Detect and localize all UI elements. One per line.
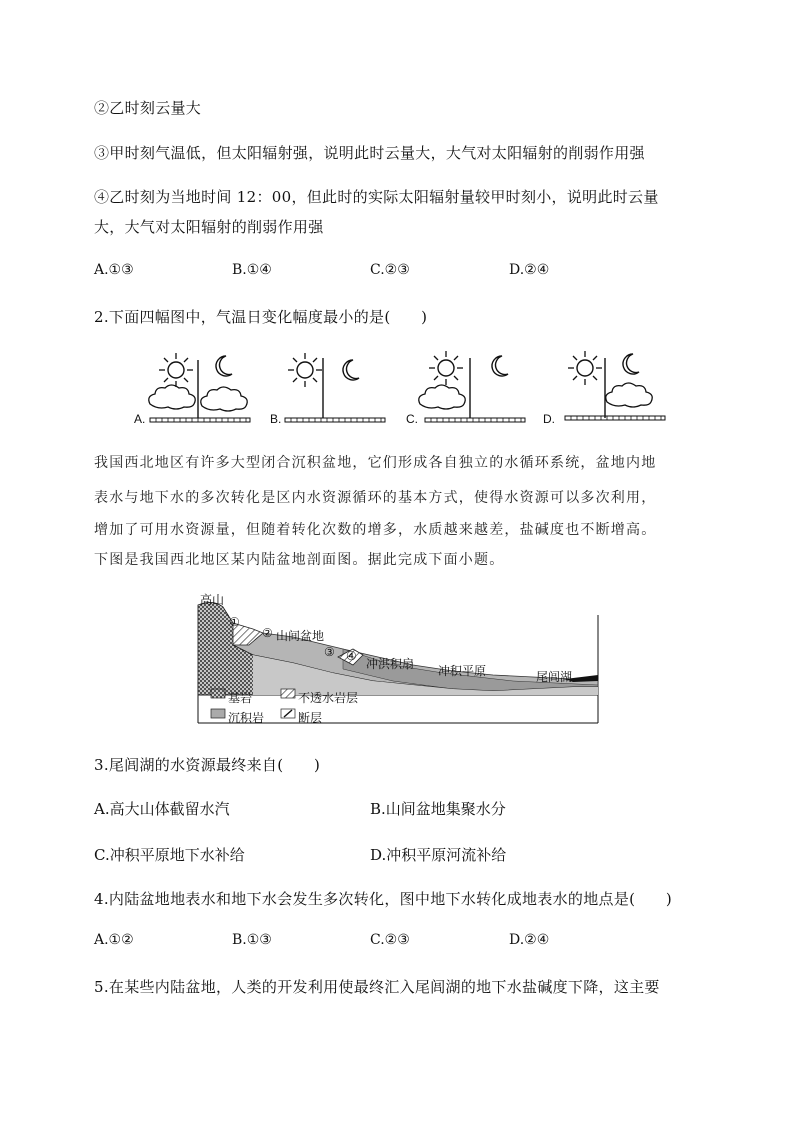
q2-stem: 2.下面四幅图中，气温日变化幅度最小的是( ) [94,308,428,326]
q4-option-d[interactable]: D.②④ [509,932,550,948]
q2-diagram [130,340,670,432]
legend-imperm-swatch [281,689,295,698]
q3-option-b[interactable]: B.山间盆地集聚水分 [370,800,506,818]
label-marker-2: ② [262,626,273,640]
sun-icon [288,353,322,387]
q1-statement-2: ②乙时刻云量大 [94,99,202,117]
q2-panel-d [565,351,665,420]
sun-icon [429,351,463,385]
q2-label-b: B. [270,412,282,426]
q4-stem: 4.内陆盆地地表水和地下水会发生多次转化，图中地下水转化成地表水的地点是( ) [94,890,673,908]
label-marker-1: ① [229,615,240,629]
q1-option-c[interactable]: C.②③ [370,262,410,278]
q1-statement-4-cont: 大，大气对太阳辐射的削弱作用强 [94,218,324,236]
q2-label-a: A. [134,412,146,426]
q4-option-b[interactable]: B.①③ [232,932,272,948]
q1-option-b[interactable]: B.①④ [232,262,272,278]
label-marker-4: ④ [346,649,357,663]
q4-option-a[interactable]: A.①② [94,932,134,948]
q2-panel-b [285,353,385,422]
moon-icon [623,354,639,374]
legend-bedrock-label: 基岩 [228,691,253,705]
label-fan: 冲洪积扇 [366,657,415,671]
label-plain: 冲积平原 [438,664,487,678]
passage-line-3: 增加了可用水资源量，但随着转化次数的增多，水质越来越差，盐碱度也不断增高。 [94,522,657,538]
passage-line-4: 下图是我国西北地区某内陆盆地剖面图。据此完成下面小题。 [94,552,505,568]
cloud-icon [606,383,652,407]
q3-option-c[interactable]: C.冲积平原地下水补给 [94,846,245,864]
label-lake: 尾闾湖 [536,670,573,684]
q1-statement-4: ④乙时刻为当地时间 12：00，但此时的实际太阳辐射量较甲时刻小，说明此时云量 [94,188,659,206]
cloud-icon [201,387,247,411]
cloud-icon [149,385,195,409]
cloud-icon [419,385,465,409]
q1-option-a[interactable]: A.①③ [94,262,134,278]
label-basin: 山间盆地 [276,629,325,643]
passage-line-1: 我国西北地区有许多大型闭合沉积盆地，它们形成各自独立的水循环系统，盆地内地 [94,455,657,471]
legend-sediment-swatch [211,709,225,718]
q3-option-d[interactable]: D.冲积平原河流补给 [370,846,507,864]
q2-panel-a [149,353,250,422]
q2-label-d: D. [543,412,555,426]
passage-line-2: 表水与地下水的多次转化是区内水资源循环的基本方式，使得水资源可以多次利用， [94,490,657,506]
legend-sediment-label: 沉积岩 [228,711,265,725]
q1-option-d[interactable]: D.②④ [509,262,550,278]
moon-icon [492,356,508,376]
sun-icon [568,351,602,385]
q5-stem: 5.在某些内陆盆地，人类的开发利用使最终汇入尾闾湖的地下水盐碱度下降，这主要 [94,978,660,996]
sun-icon [159,353,193,387]
moon-icon [343,360,359,380]
q2-panel-c [419,351,525,422]
legend-imperm-label: 不透水岩层 [298,691,359,705]
label-mountain: 高山 [200,593,225,607]
q4-option-c[interactable]: C.②③ [370,932,410,948]
q3-option-a[interactable]: A.高大山体截留水汽 [94,800,230,818]
label-marker-3: ③ [324,645,335,659]
q2-label-c: C. [406,412,418,426]
legend-bedrock-swatch [211,689,225,698]
legend-fault-label: 断层 [298,711,323,725]
q3-stem: 3.尾闾湖的水资源最终来自( ) [94,756,321,774]
moon-icon [216,356,232,376]
q1-statement-3: ③甲时刻气温低，但太阳辐射强，说明此时云量大，大气对太阳辐射的削弱作用强 [94,144,645,162]
